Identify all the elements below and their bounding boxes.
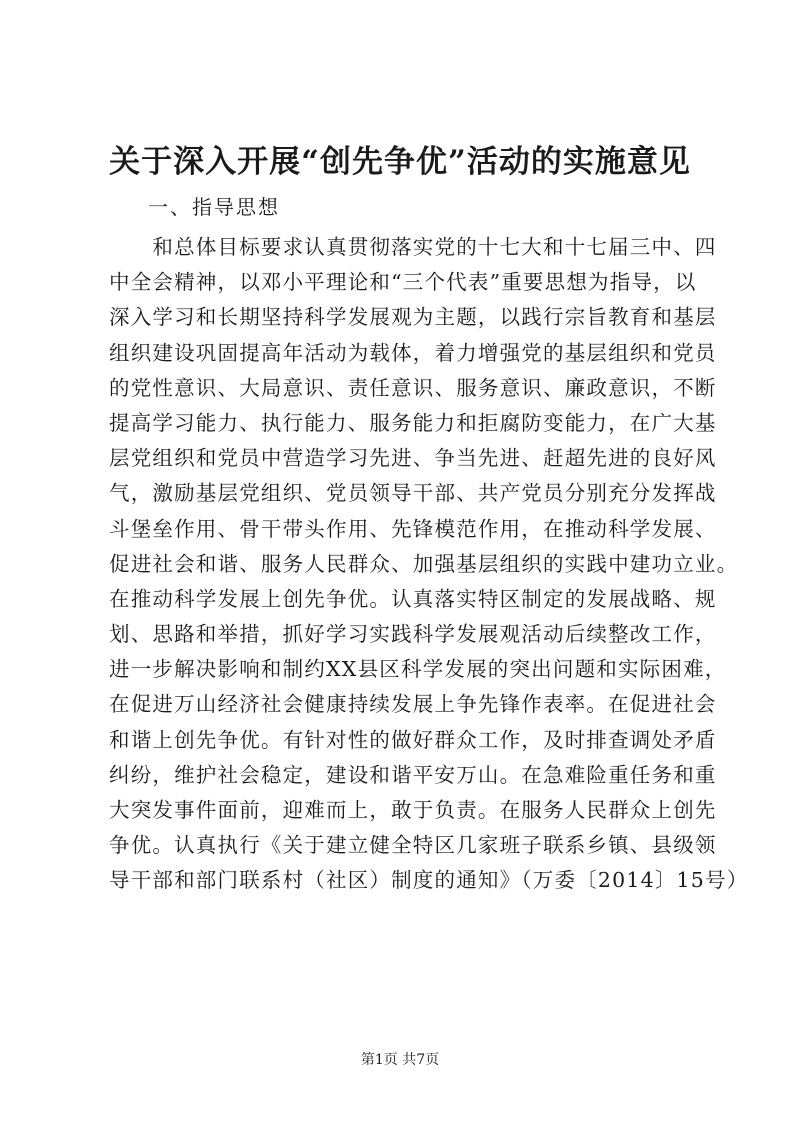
section-heading: 一、指导思想 <box>148 195 280 219</box>
text-line: 和总体目标要求认真贯彻落实党的十七大和十七届三中、四 <box>109 235 717 259</box>
text-line: 的党性意识、大局意识、责任意识、服务意识、廉政意识，不断 <box>109 375 717 400</box>
text-line: 气，激励基层党组织、党员领导干部、共产党员分别充分发挥战 <box>109 481 717 506</box>
page-footer: 第1页 共7页 <box>360 1052 440 1068</box>
text-line: 导干部和部门联系村（社区）制度的通知》（万委〔2014〕15号） <box>109 868 749 893</box>
text-line: 层党组织和党员中营造学习先进、争当先进、赶超先进的良好风 <box>109 446 717 471</box>
text-line: 大突发事件面前，迎难而上，敢于负责。在服务人民群众上创先 <box>109 798 717 822</box>
text-line: 促进社会和谐、服务人民群众、加强基层组织的实践中建功立业。 <box>109 551 739 576</box>
text-line: 进一步解决影响和制约XX县区科学发展的突出问题和实际困难， <box>109 657 727 682</box>
text-line: 和谐上创先争优。有针对性的做好群众工作，及时排查调处矛盾 <box>109 727 717 752</box>
text-line: 提高学习能力、执行能力、服务能力和拒腐防变能力，在广大基 <box>109 410 717 435</box>
text-line: 斗堡垒作用、骨干带头作用、先锋模范作用，在推动科学发展、 <box>109 516 717 541</box>
text-line: 争优。认真执行《关于建立健全特区几家班子联系乡镇、县级领 <box>109 833 717 858</box>
text-line: 纠纷，维护社会稳定，建设和谐平安万山。在急难险重任务和重 <box>109 762 717 787</box>
text-line: 中全会精神，以邓小平理论和“三个代表”重要思想为指导，以 <box>109 270 697 295</box>
text-line: 在促进万山经济社会健康持续发展上争先锋作表率。在促进社会 <box>109 692 717 717</box>
text-line: 划、思路和举措，抓好学习实践科学发展观活动后续整改工作， <box>109 622 717 647</box>
text-line: 组织建设巩固提高年活动为载体，着力增强党的基层组织和党员 <box>109 340 717 365</box>
document-title: 关于深入开展“创先争优”活动的实施意见 <box>109 144 691 180</box>
text-line: 深入学习和长期坚持科学发展观为主题，以践行宗旨教育和基层 <box>109 305 717 330</box>
text-line: 在推动科学发展上创先争优。认真落实特区制定的发展战略、规 <box>109 586 717 611</box>
body-text <box>109 230 749 899</box>
